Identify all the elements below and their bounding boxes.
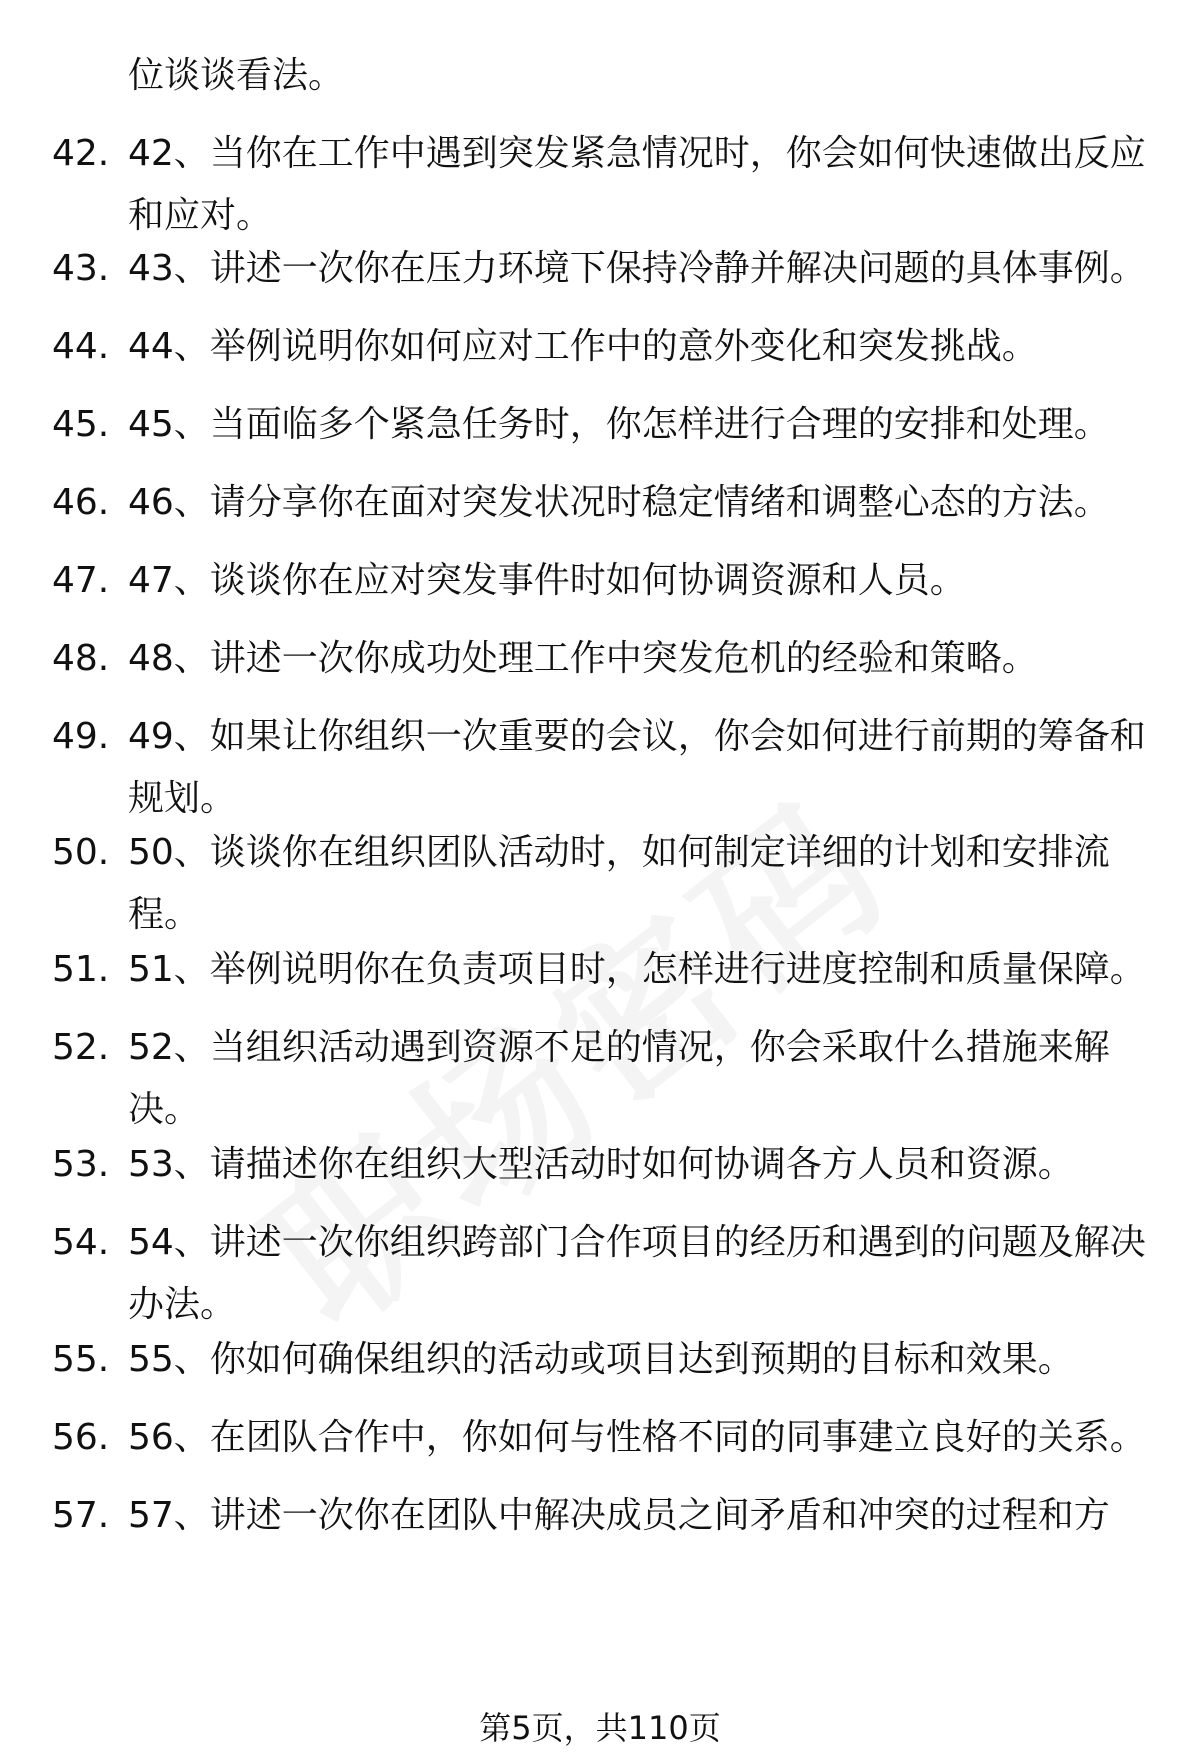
item-number: 49. (52, 716, 110, 757)
item-text: 44、举例说明你如何应对工作中的意外变化和突发挑战。 (128, 326, 1038, 367)
item-text: 45、当面临多个紧急任务时，你怎样进行合理的安排和处理。 (128, 404, 1110, 445)
item-text: 55、你如何确保组织的活动或项目达到预期的目标和效果。 (128, 1339, 1074, 1380)
item-number: 53. (52, 1144, 110, 1185)
item-text: 49、如果让你组织一次重要的会议，你会如何进行前期的筹备和规划。 (128, 716, 1146, 819)
item-text: 46、请分享你在面对突发状况时稳定情绪和调整心态的方法。 (128, 482, 1110, 523)
item-text: 47、谈谈你在应对突发事件时如何协调资源和人员。 (128, 560, 966, 601)
item-number: 47. (52, 560, 110, 601)
page-footer: 第5页，共110页 (479, 1709, 721, 1747)
item-number: 44. (52, 326, 110, 367)
item-number: 42. (52, 133, 110, 174)
item-text: 48、讲述一次你成功处理工作中突发危机的经验和策略。 (128, 638, 1038, 679)
item-text: 53、请描述你在组织大型活动时如何协调各方人员和资源。 (128, 1144, 1074, 1185)
item-number: 52. (52, 1027, 110, 1068)
item-text: 54、讲述一次你组织跨部门合作项目的经历和遇到的问题及解决办法。 (128, 1222, 1146, 1325)
item-number: 51. (52, 949, 110, 990)
item-text: 50、谈谈你在组织团队活动时，如何制定详细的计划和安排流程。 (128, 832, 1110, 935)
item-number: 50. (52, 832, 110, 873)
continuation-text: 位谈谈看法。 (128, 55, 345, 96)
item-number: 45. (52, 404, 110, 445)
item-text: 42、当你在工作中遇到突发紧急情况时，你会如何快速做出反应和应对。 (128, 133, 1146, 236)
item-number: 43. (52, 248, 110, 289)
item-number: 56. (52, 1417, 110, 1458)
item-text: 52、当组织活动遇到资源不足的情况，你会采取什么措施来解决。 (128, 1027, 1110, 1130)
item-text: 56、在团队合作中，你如何与性格不同的同事建立良好的关系。 (128, 1417, 1146, 1458)
item-number: 46. (52, 482, 110, 523)
item-text: 51、举例说明你在负责项目时，怎样进行进度控制和质量保障。 (128, 949, 1146, 990)
item-number: 54. (52, 1222, 110, 1263)
item-number: 48. (52, 638, 110, 679)
item-number: 55. (52, 1339, 110, 1380)
item-number: 57. (52, 1495, 110, 1536)
item-text: 57、讲述一次你在团队中解决成员之间矛盾和冲突的过程和方 (128, 1495, 1110, 1536)
item-text: 43、讲述一次你在压力环境下保持冷静并解决问题的具体事例。 (128, 248, 1146, 289)
